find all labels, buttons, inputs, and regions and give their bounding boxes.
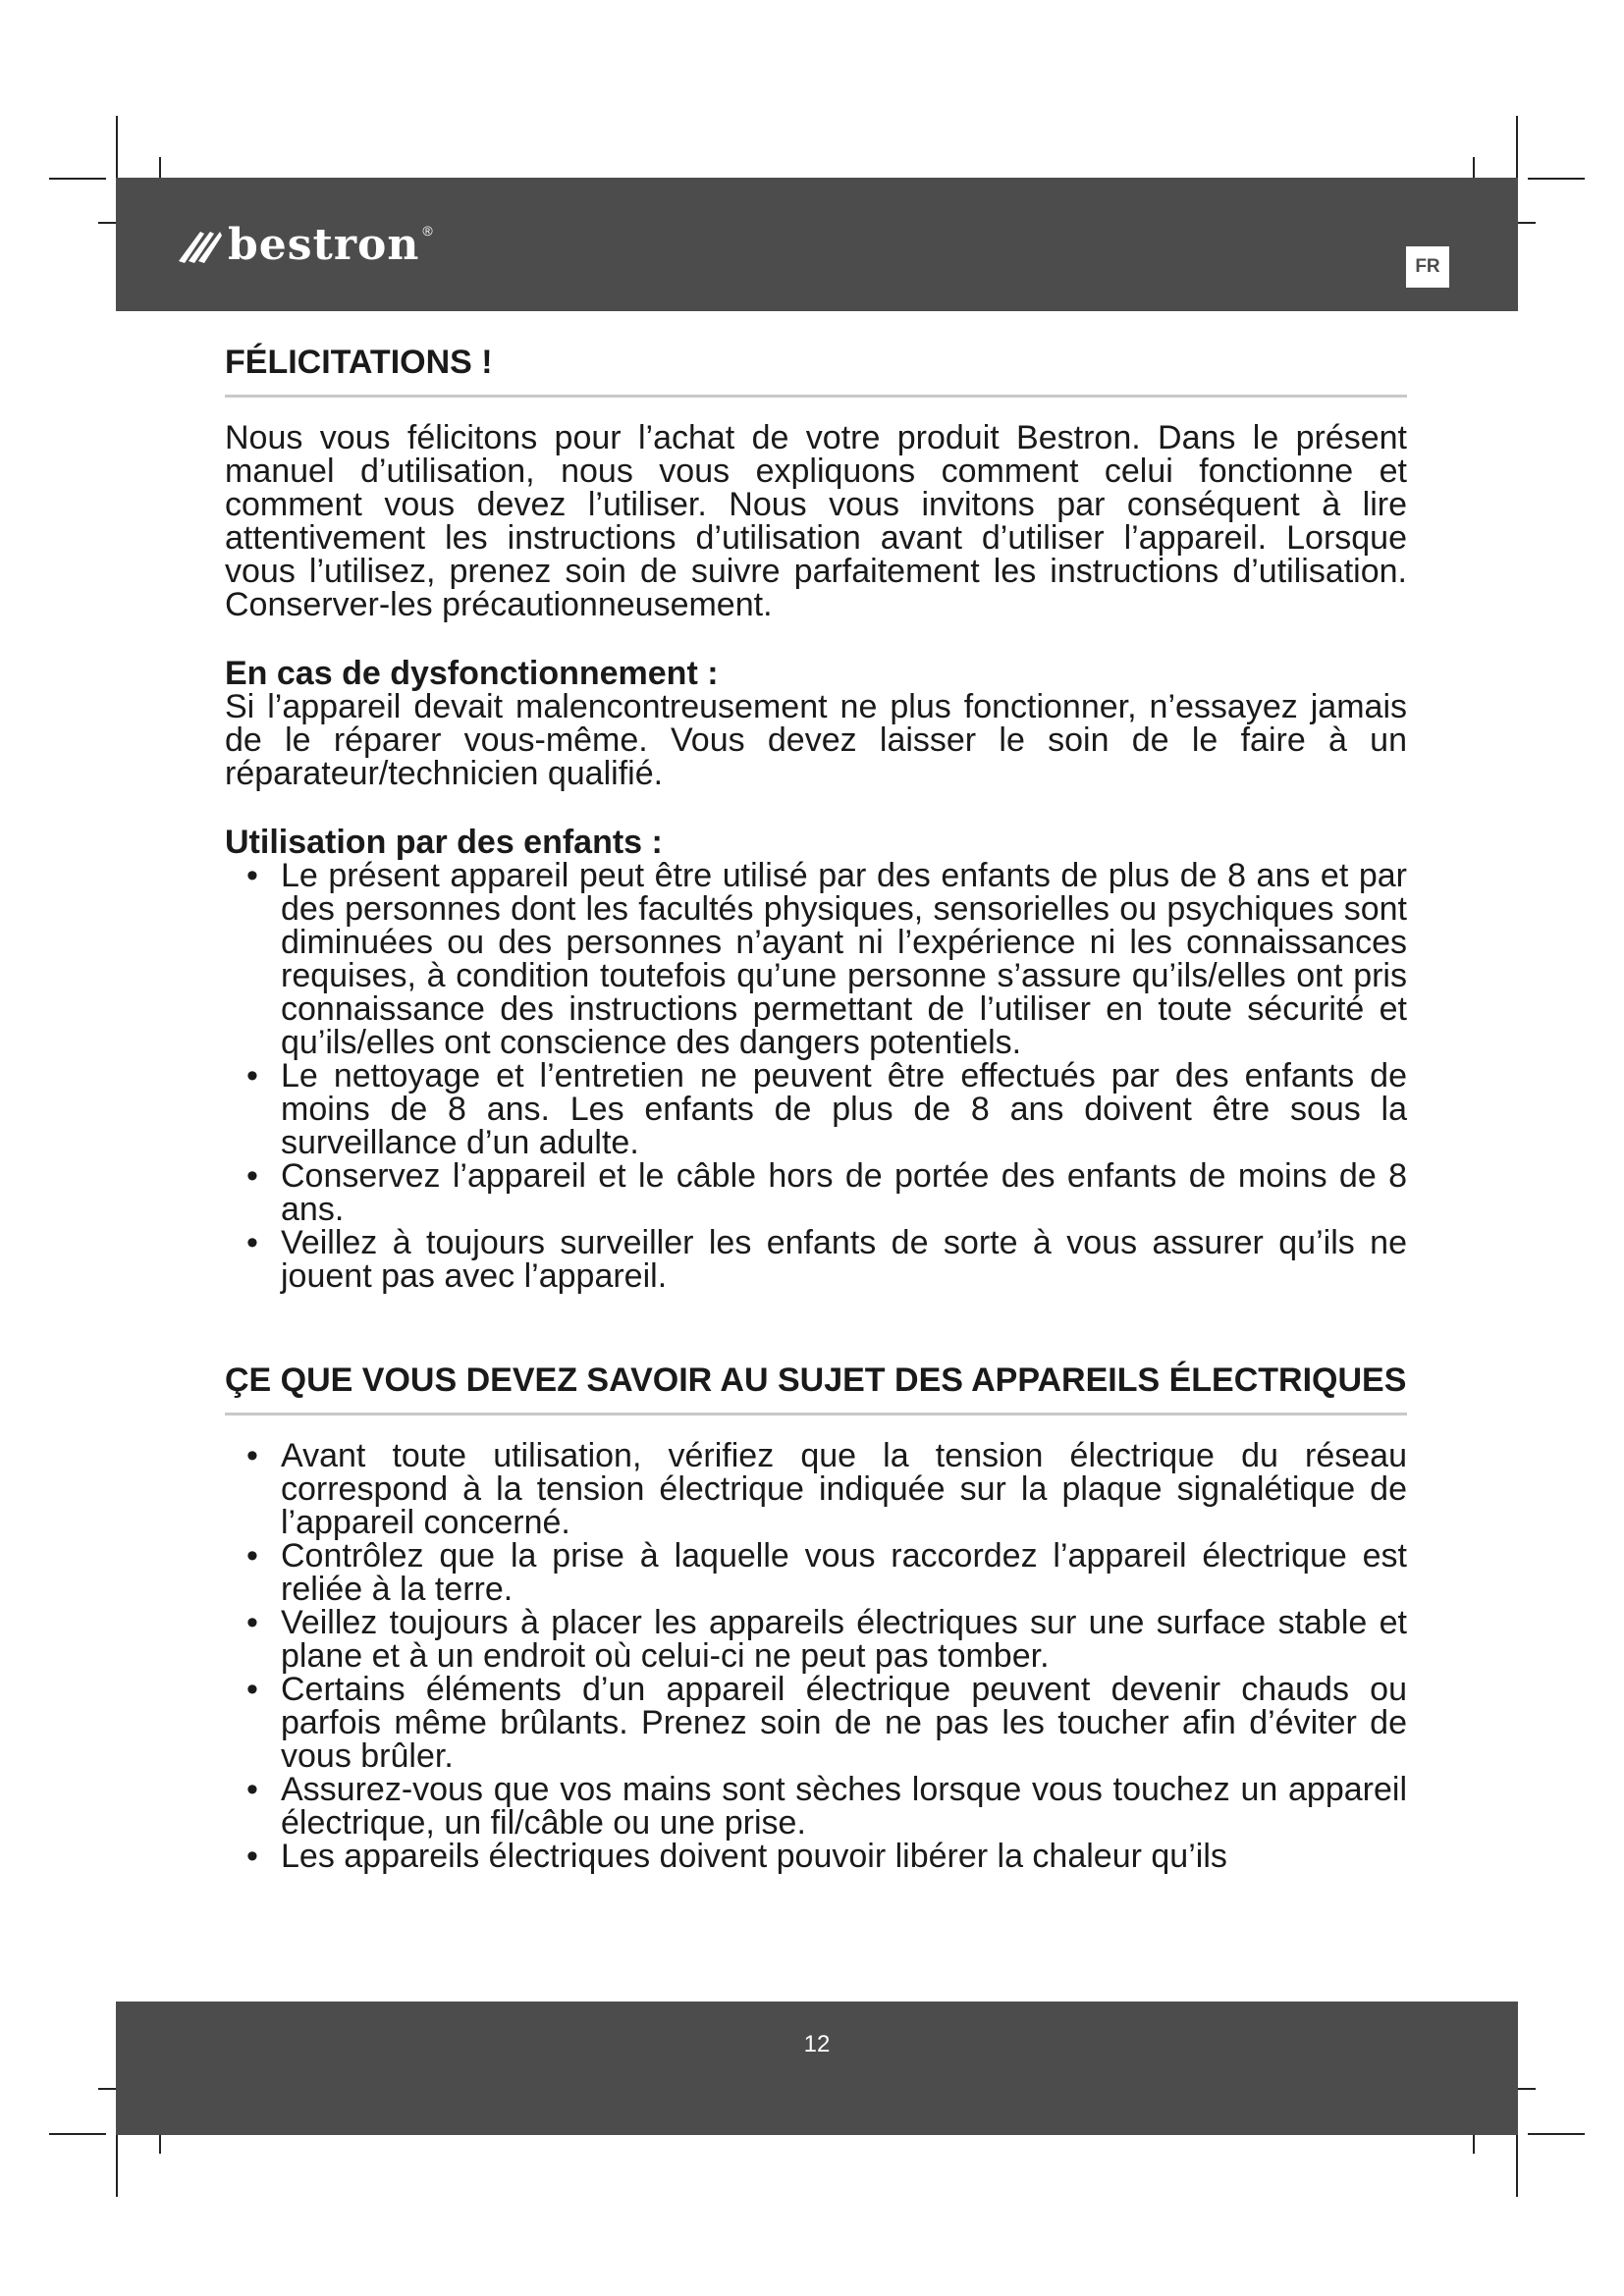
list-item: • Certains éléments d’un appareil électrique peuvent devenir chauds ou parfois même brûlants. Prenez soin de ne pas les toucher afin d’éviter de vous brûler.: [246, 1671, 1407, 1775]
list-item: • Conservez l’appareil et le câble hors de portée des enfants de moins de 8 ans.: [246, 1157, 1407, 1228]
children-title: Utilisation par des enfants :: [225, 824, 663, 861]
page-number: 12: [803, 2031, 831, 2057]
children-list: [225, 859, 1407, 1293]
header-bar: [116, 178, 1518, 311]
malfunction-title: En cas de dysfonctionnement :: [225, 655, 719, 692]
crop-mark: [49, 2133, 106, 2135]
bullet-icon: •: [246, 1057, 258, 1095]
bullet-icon: •: [246, 1157, 258, 1195]
title-divider: [225, 1413, 1407, 1415]
brand-chevrons-icon: [177, 224, 222, 267]
electrical-title: ÇE QUE VOUS DEVEZ SAVOIR AU SUJET DES APPAREILS ÉLECTRIQUES: [225, 1362, 1407, 1399]
list-item: • Veillez à toujours surveiller les enfants de sorte à vous assurer qu’ils ne jouent pas avec l’appareil.: [246, 1224, 1407, 1295]
list-item: • Le nettoyage et l’entretien ne peuvent être effectués par des enfants de moins de 8 ans. Les enfants de plus de 8 ans doivent être sous la surveillance d’un adulte.: [246, 1057, 1407, 1161]
intro-paragraph: Nous vous félicitons pour l’achat de votre produit Bestron. Dans le présent manuel d’utilisation, nous vous expliquons comment celui fonctionne et comment vous devez l’utiliser. Nous vous invitons par conséquent à lire attentivement les instructions d’utilisation avant d’utiliser l’appareil. Lorsque vous l’utilisez, prenez soin de suivre parfaitement les instructions d’utilisation. Conserver-les précautionneusement.: [225, 419, 1407, 623]
brand-logo: [177, 219, 433, 272]
bullet-icon: •: [246, 1771, 258, 1808]
brand-name: bestron: [228, 220, 420, 270]
registered-mark: ®: [422, 223, 433, 239]
footer-bar: [116, 2002, 1518, 2135]
bullet-icon: •: [246, 857, 258, 894]
list-item: • Veillez toujours à placer les appareils électriques sur une surface stable et plane et à un endroit où celui-ci ne peut pas tomber.: [246, 1604, 1407, 1675]
bullet-icon: •: [246, 1671, 258, 1708]
title-divider: [225, 395, 1407, 398]
list-item: • Avant toute utilisation, vérifiez que la tension électrique du réseau correspond à la tension électrique indiquée sur la plaque signalétique de l’appareil concerné.: [246, 1437, 1407, 1541]
crop-mark: [1528, 2133, 1585, 2135]
list-item: • Les appareils électriques doivent pouvoir libérer la chaleur qu’ils: [246, 1838, 1227, 1875]
bullet-icon: •: [246, 1224, 258, 1261]
list-item: • Assurez-vous que vos mains sont sèches lorsque vous touchez un appareil électrique, un fil/câble ou une prise.: [246, 1771, 1407, 1842]
bullet-icon: •: [246, 1437, 258, 1474]
bullet-icon: •: [246, 1604, 258, 1641]
manual-content: [225, 346, 1407, 1873]
language-badge: FR: [1406, 246, 1449, 288]
electrical-list: [225, 1439, 1407, 1873]
bullet-icon: •: [246, 1838, 258, 1875]
list-item: • Le présent appareil peut être utilisé par des enfants de plus de 8 ans et par des personnes dont les facultés physiques, sensorielles ou psychiques sont diminuées ou des personnes n’ayant ni l’expérience ni les connaissances requises, à condition toutefois qu’une personne s’assure qu’ils/elles ont pris connaissance des instructions permettant de l’utiliser en toute sécurité et qu’ils/elles ont conscience des dangers potentiels.: [246, 857, 1407, 1061]
congrats-title: FÉLICITATIONS !: [225, 344, 493, 381]
list-item: • Contrôlez que la prise à laquelle vous raccordez l’appareil électrique est reliée à la terre.: [246, 1537, 1407, 1608]
crop-mark: [49, 178, 106, 180]
malfunction-paragraph: Si l’appareil devait malencontreusement ne plus fonctionner, n’essayez jamais de le réparer vous-même. Vous devez laisser le soin de le faire à un réparateur/technicien qualifié.: [225, 688, 1407, 792]
bullet-icon: •: [246, 1537, 258, 1575]
crop-mark: [1528, 178, 1585, 180]
